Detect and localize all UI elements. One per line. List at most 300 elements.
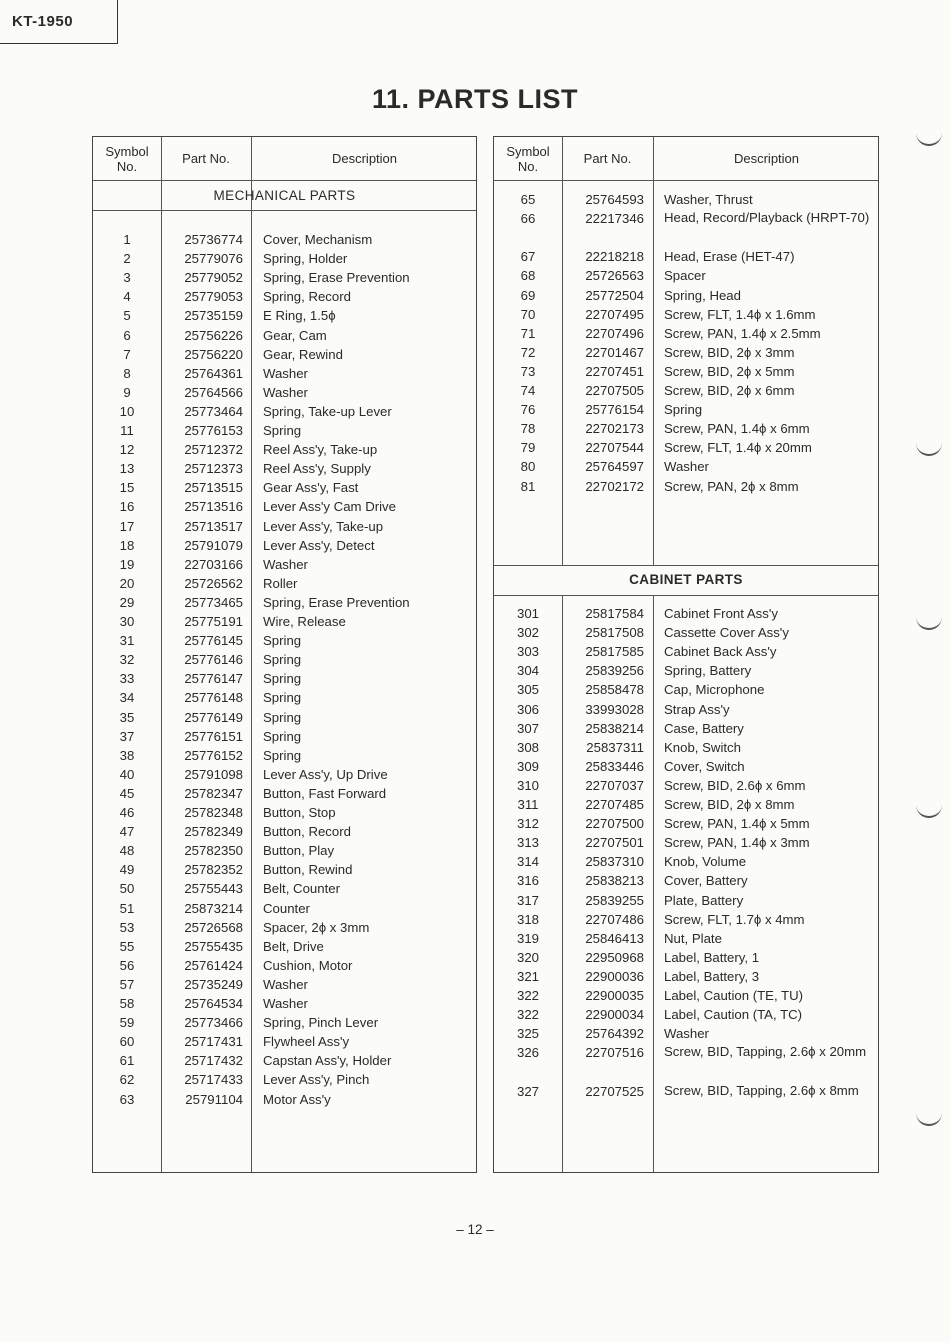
description-cell: Screw, BID, 2ϕ x 6mm	[664, 383, 795, 398]
table-row	[93, 822, 476, 841]
part-number-cell: 25838214	[585, 720, 644, 736]
symbol-cell: 318	[516, 911, 539, 927]
symbol-cell: 63	[119, 1091, 135, 1107]
table-row	[93, 708, 476, 727]
table-row	[93, 268, 476, 287]
description-cell: Screw, PAN, 1.4ϕ x 3mm	[664, 835, 810, 851]
symbol-cell: 49	[119, 862, 135, 878]
description-cell: Screw, BID, Tapping, 2.6ϕ x 8mm	[664, 1082, 859, 1098]
symbol-cell: 1	[123, 232, 131, 247]
table-row	[494, 286, 878, 305]
table-row	[494, 929, 878, 948]
binder-hole-mark	[916, 128, 942, 146]
table-row	[494, 209, 878, 228]
symbol-cell: 326	[516, 1045, 539, 1061]
description-cell: Label, Battery, 1	[664, 949, 760, 965]
symbol-cell: 18	[119, 537, 135, 553]
table-row	[93, 803, 476, 822]
symbol-cell: 327	[516, 1083, 539, 1099]
description-cell: Nut, Plate	[664, 930, 722, 946]
part-number-cell: 25726563	[585, 268, 644, 284]
description-cell: Screw, FLT, 1.4ϕ x 20mm	[664, 440, 812, 456]
description-cell: Washer	[263, 384, 308, 400]
part-number-cell: 25776152	[184, 747, 243, 763]
part-number-cell: 22218218	[585, 249, 644, 265]
table-row	[93, 650, 476, 669]
part-number-cell: 25782350	[184, 843, 243, 859]
part-number-cell: 25736774	[184, 232, 243, 247]
symbol-cell: 4	[123, 289, 131, 305]
description-cell: Spring, Head	[664, 287, 741, 303]
description-cell: Capstan Ass'y, Holder	[263, 1053, 392, 1069]
description-cell: Screw, FLT, 1.7ϕ x 4mm	[664, 911, 805, 927]
table-row	[494, 661, 878, 680]
symbol-cell: 74	[520, 383, 536, 398]
part-number-cell: 25776154	[585, 402, 644, 418]
symbol-cell: 31	[119, 633, 135, 649]
part-number-cell: 22707495	[585, 306, 644, 322]
part-number-cell: 25775191	[184, 614, 243, 629]
col-header-part-right: Part No.	[583, 151, 632, 166]
description-cell: Label, Caution (TA, TC)	[664, 1007, 803, 1023]
description-cell: Washer	[664, 459, 709, 475]
description-cell: Spring, Record	[263, 289, 351, 305]
table-row	[494, 967, 878, 986]
table-row	[93, 364, 476, 383]
table-row	[494, 833, 878, 852]
binder-hole-mark	[916, 612, 942, 630]
col-header-symbol	[93, 137, 161, 180]
symbol-cell: 55	[119, 938, 135, 954]
symbol-cell: 70	[520, 306, 536, 322]
table-row	[494, 738, 878, 757]
part-number-cell: 25717433	[184, 1072, 243, 1088]
description-cell: Spacer	[664, 268, 706, 284]
part-number-cell: 25776149	[184, 709, 243, 725]
description-cell: Head, Record/Playback (HRPT-70)	[664, 210, 870, 226]
part-number-cell: 22707544	[585, 440, 644, 456]
description-cell: Cabinet Back Ass'y	[664, 644, 777, 660]
symbol-cell: 53	[119, 919, 135, 935]
part-number-cell: 25776147	[184, 671, 243, 687]
table-row	[93, 688, 476, 707]
symbol-cell: 32	[119, 652, 135, 668]
symbol-cell: 321	[516, 968, 539, 984]
description-cell: Spring	[263, 671, 302, 687]
symbol-cell: 322	[516, 988, 539, 1003]
table-row	[494, 1005, 878, 1024]
symbol-cell: 69	[520, 287, 536, 303]
table-row	[93, 478, 476, 497]
part-number-cell: 25726568	[184, 919, 243, 935]
table-row	[93, 383, 476, 402]
symbol-cell: 78	[520, 421, 536, 437]
symbol-cell: 6	[123, 327, 131, 343]
symbol-cell: 308	[516, 739, 539, 755]
table-row	[494, 1024, 878, 1043]
symbol-cell: 71	[520, 325, 536, 341]
table-row	[93, 1013, 476, 1032]
part-number-cell: 25782348	[184, 805, 243, 820]
part-number-cell: 25776151	[184, 728, 243, 744]
table-row	[93, 841, 476, 860]
symbol-cell: 30	[119, 614, 135, 629]
table-row	[494, 266, 878, 285]
table-row	[494, 891, 878, 910]
description-cell: Screw, PAN, 1.4ϕ x 5mm	[664, 816, 810, 832]
part-number-cell: 25779076	[184, 251, 243, 267]
description-cell: Button, Stop	[263, 805, 336, 820]
description-cell: Spring	[263, 690, 302, 706]
description-cell: Lever Ass'y Cam Drive	[263, 499, 396, 515]
part-number-cell: 25791098	[184, 766, 243, 782]
part-number-cell: 22703166	[184, 556, 243, 572]
part-number-cell: 25735159	[184, 308, 243, 324]
part-number-cell: 25782352	[184, 862, 243, 878]
symbol-cell: 80	[520, 459, 536, 475]
symbol-cell: 9	[123, 384, 131, 400]
part-number-cell: 22707500	[585, 816, 644, 832]
symbol-cell: 57	[119, 976, 135, 992]
table-row	[93, 746, 476, 765]
description-cell: Lever Ass'y, Detect	[263, 537, 375, 553]
description-cell: Button, Rewind	[263, 862, 353, 878]
part-number-cell: 22900034	[585, 1007, 644, 1023]
table-row	[93, 249, 476, 268]
col-header-desc-right: Description	[733, 151, 800, 166]
symbol-cell: 45	[119, 785, 135, 801]
table-row	[494, 700, 878, 719]
table-row	[494, 871, 878, 890]
page-number: – 12 –	[456, 1222, 494, 1237]
description-cell: Roller	[263, 575, 298, 591]
symbol-cell: 34	[119, 690, 135, 706]
symbol-cell: 19	[119, 556, 135, 572]
description-cell: Button, Fast Forward	[263, 785, 387, 801]
part-number-cell: 25833446	[585, 758, 644, 774]
symbol-cell: 66	[520, 211, 536, 227]
table-row	[93, 402, 476, 421]
col-header-part: Part No.	[182, 151, 230, 166]
symbol-cell: 303	[516, 644, 539, 660]
table-row	[93, 765, 476, 784]
part-number-cell: 25776146	[184, 652, 243, 668]
table-row	[494, 305, 878, 324]
binder-hole-mark	[916, 800, 942, 818]
part-number-cell: 22950968	[585, 949, 644, 965]
part-number-cell: 33993028	[585, 701, 644, 717]
description-cell: Screw, BID, Tapping, 2.6ϕ x 20mm	[664, 1044, 867, 1060]
part-number-cell: 25764593	[585, 192, 644, 207]
symbol-cell: 304	[516, 663, 539, 679]
description-cell: Wire, Release	[263, 614, 346, 629]
symbol-cell: 58	[119, 996, 135, 1011]
table-row	[494, 324, 878, 343]
part-number-cell: 22707451	[585, 363, 644, 379]
description-cell: Cassette Cover Ass'y	[664, 625, 789, 641]
symbol-cell: 35	[119, 709, 135, 725]
symbol-cell: 51	[119, 900, 135, 916]
symbol-cell: 314	[516, 854, 539, 870]
table-row	[93, 517, 476, 536]
part-number-cell: 25713515	[184, 480, 243, 496]
description-cell: Washer	[263, 556, 308, 572]
part-number-cell: 22707037	[585, 777, 644, 793]
symbol-cell: 81	[520, 478, 536, 494]
symbol-cell: 320	[516, 949, 539, 965]
symbol-cell: 47	[119, 824, 135, 840]
symbol-cell: 50	[119, 881, 135, 897]
part-number-cell: 22900035	[585, 988, 644, 1003]
description-cell: Cover, Switch	[664, 758, 745, 774]
part-number-cell: 25873214	[184, 900, 243, 916]
table-row	[93, 555, 476, 574]
part-number-cell: 25735249	[184, 976, 243, 992]
description-cell: Washer	[664, 1026, 709, 1042]
table-row	[494, 190, 878, 209]
part-number-cell: 25858478	[585, 682, 644, 698]
description-cell: Motor Ass'y	[263, 1091, 331, 1107]
description-cell: Screw, FLT, 1.4ϕ x 1.6mm	[664, 306, 816, 322]
col-header-symbol-right-text: Symbol No.	[506, 143, 550, 174]
description-cell: Spring, Holder	[263, 251, 348, 267]
description-cell: Screw, PAN, 1.4ϕ x 2.5mm	[664, 325, 821, 341]
part-number-cell: 25837310	[585, 854, 644, 870]
description-cell: Head, Erase (HET-47)	[664, 249, 795, 265]
description-cell: Belt, Drive	[263, 938, 324, 954]
description-cell: Knob, Volume	[664, 854, 747, 870]
table-row	[93, 230, 476, 249]
description-cell: Screw, BID, 2ϕ x 8mm	[664, 797, 795, 812]
part-number-cell: 25776145	[184, 633, 243, 649]
symbol-cell: 37	[119, 728, 135, 744]
description-cell: Cover, Battery	[664, 873, 748, 889]
part-number-cell: 25773465	[184, 594, 243, 610]
symbol-cell: 17	[119, 518, 135, 534]
part-number-cell: 25713517	[184, 518, 243, 534]
symbol-cell: 33	[119, 671, 135, 687]
table-row	[494, 642, 878, 661]
part-number-cell: 22707485	[585, 797, 644, 812]
part-number-cell: 25717432	[184, 1053, 243, 1069]
description-cell: Belt, Counter	[263, 881, 340, 897]
description-cell: E Ring, 1.5ϕ	[263, 308, 336, 324]
description-cell: Label, Caution (TE, TU)	[664, 988, 804, 1003]
part-number-cell: 22707505	[585, 383, 644, 398]
table-row	[93, 956, 476, 975]
description-cell: Washer, Thrust	[664, 192, 753, 207]
symbol-cell: 38	[119, 747, 135, 763]
part-number-cell: 25726562	[184, 575, 243, 591]
table-row	[494, 343, 878, 362]
part-number-cell: 25772504	[585, 287, 644, 303]
symbol-cell: 309	[516, 758, 539, 774]
symbol-cell: 46	[119, 805, 135, 820]
description-cell: Knob, Switch	[664, 739, 741, 755]
part-number-cell: 25756226	[184, 327, 243, 343]
symbol-cell: 16	[119, 499, 135, 515]
description-cell: Spring, Erase Prevention	[263, 270, 410, 286]
symbol-cell: 65	[520, 192, 536, 207]
description-cell: Spring	[263, 652, 302, 668]
symbol-cell: 48	[119, 843, 135, 859]
table-row	[494, 757, 878, 776]
part-number-cell: 25817508	[585, 625, 644, 641]
page-title: 11. PARTS LIST	[371, 84, 579, 114]
symbol-cell: 67	[520, 249, 536, 265]
table-row	[93, 918, 476, 937]
part-number-cell: 25764566	[184, 384, 243, 400]
description-cell: Reel Ass'y, Supply	[263, 461, 371, 477]
description-cell: Spring	[263, 423, 302, 438]
part-number-cell: 25817585	[585, 644, 644, 660]
table-row	[93, 287, 476, 306]
symbol-cell: 59	[119, 1015, 135, 1031]
table-row	[93, 574, 476, 593]
table-row	[494, 381, 878, 400]
part-number-cell: 25764597	[585, 459, 644, 475]
part-number-cell: 25764534	[184, 996, 243, 1011]
part-number-cell: 25791104	[185, 1091, 243, 1107]
table-row	[93, 459, 476, 478]
table-row	[494, 1043, 878, 1062]
table-row	[93, 994, 476, 1013]
symbol-cell: 311	[517, 797, 539, 812]
table-row	[494, 795, 878, 814]
part-number-cell: 25761424	[184, 957, 243, 973]
description-cell: Spring	[263, 633, 302, 649]
symbol-cell: 7	[123, 346, 131, 362]
table-row	[494, 814, 878, 833]
symbol-cell: 319	[516, 930, 539, 946]
table-row	[93, 669, 476, 688]
part-number-cell: 22701467	[585, 344, 644, 360]
symbol-cell: 316	[516, 873, 539, 889]
part-number-cell: 25755435	[184, 938, 243, 954]
part-number-cell: 25755443	[184, 881, 243, 897]
symbol-cell: 13	[119, 461, 135, 477]
description-cell: Spring	[263, 728, 302, 744]
table-row	[93, 975, 476, 994]
table-row	[93, 593, 476, 612]
symbol-cell: 2	[123, 251, 131, 267]
description-cell: Strap Ass'y	[664, 701, 730, 717]
symbol-cell: 79	[520, 440, 536, 456]
symbol-cell: 312	[516, 816, 539, 832]
table-row	[93, 631, 476, 650]
part-number-cell: 25776148	[184, 690, 243, 706]
part-number-cell: 25712373	[184, 461, 243, 477]
description-cell: Screw, PAN, 2ϕ x 8mm	[664, 478, 799, 494]
table-row	[494, 680, 878, 699]
table-row	[93, 497, 476, 516]
part-number-cell: 25773464	[184, 403, 243, 419]
part-number-cell: 22217346	[585, 211, 644, 227]
table-row	[494, 247, 878, 266]
part-number-cell: 22707525	[585, 1083, 644, 1099]
part-number-cell: 22702172	[585, 478, 644, 494]
symbol-cell: 10	[119, 403, 135, 419]
table-row	[494, 419, 878, 438]
symbol-cell: 61	[119, 1053, 135, 1069]
table-row	[494, 604, 878, 623]
description-cell: Screw, PAN, 1.4ϕ x 6mm	[664, 421, 810, 437]
table-row	[93, 440, 476, 459]
table-row	[494, 477, 878, 496]
table-row	[93, 1090, 476, 1109]
col-header-symbol-right	[494, 137, 562, 180]
part-number-cell: 25779053	[184, 289, 243, 305]
symbol-cell: 3	[123, 270, 131, 286]
description-cell: Spring	[263, 709, 302, 725]
binder-hole-mark	[916, 438, 942, 456]
table-row	[93, 326, 476, 345]
symbol-cell: 317	[516, 892, 539, 908]
part-number-cell: 22707501	[585, 835, 644, 851]
symbol-cell: 72	[520, 344, 536, 360]
part-number-cell: 25791079	[184, 537, 243, 553]
description-cell: Flywheel Ass'y	[263, 1034, 350, 1050]
table-row	[494, 948, 878, 967]
part-number-cell: 25713516	[184, 499, 243, 515]
description-cell: Spring, Take-up Lever	[263, 403, 392, 419]
part-number-cell: 25773466	[184, 1015, 243, 1031]
symbol-cell: 322	[516, 1007, 539, 1023]
table-row	[93, 899, 476, 918]
table-row	[93, 879, 476, 898]
table-row	[494, 457, 878, 476]
symbol-cell: 11	[120, 423, 134, 438]
part-number-cell: 22900036	[585, 968, 644, 984]
symbol-cell: 8	[123, 365, 131, 381]
part-number-cell: 25839255	[585, 892, 644, 908]
part-number-cell: 25838213	[585, 873, 644, 889]
table-row	[494, 910, 878, 929]
table-row	[93, 1032, 476, 1051]
description-cell: Case, Battery	[664, 720, 744, 736]
table-row	[93, 1070, 476, 1089]
table-row	[494, 362, 878, 381]
binder-hole-mark	[916, 1108, 942, 1126]
symbol-cell: 62	[119, 1072, 135, 1088]
table-row	[93, 421, 476, 440]
symbol-cell: 60	[119, 1034, 135, 1050]
description-cell: Lever Ass'y, Take-up	[263, 518, 384, 534]
table-row	[93, 727, 476, 746]
description-cell: Screw, BID, 2.6ϕ x 6mm	[664, 777, 806, 793]
table-row	[93, 937, 476, 956]
table-row	[93, 1051, 476, 1070]
parts-table-continued	[493, 136, 879, 1173]
description-cell: Label, Battery, 3	[664, 968, 760, 984]
symbol-cell: 56	[119, 957, 135, 973]
description-cell: Spring, Erase Prevention	[263, 594, 410, 610]
table-row	[494, 776, 878, 795]
col-header-symbol-text: Symbol No.	[105, 143, 149, 174]
col-header-desc: Description	[331, 151, 398, 166]
description-cell: Lever Ass'y, Up Drive	[263, 766, 388, 782]
description-cell: Cushion, Motor	[263, 957, 353, 973]
table-row	[494, 623, 878, 642]
symbol-cell: 5	[123, 308, 131, 324]
description-cell: Lever Ass'y, Pinch	[263, 1072, 370, 1088]
section-title-cabinet: CABINET PARTS	[629, 572, 743, 587]
part-number-cell: 22707496	[585, 325, 644, 341]
description-cell: Washer	[263, 976, 308, 992]
table-row	[494, 1082, 878, 1101]
table-row	[494, 400, 878, 419]
part-number-cell: 25717431	[184, 1034, 243, 1050]
